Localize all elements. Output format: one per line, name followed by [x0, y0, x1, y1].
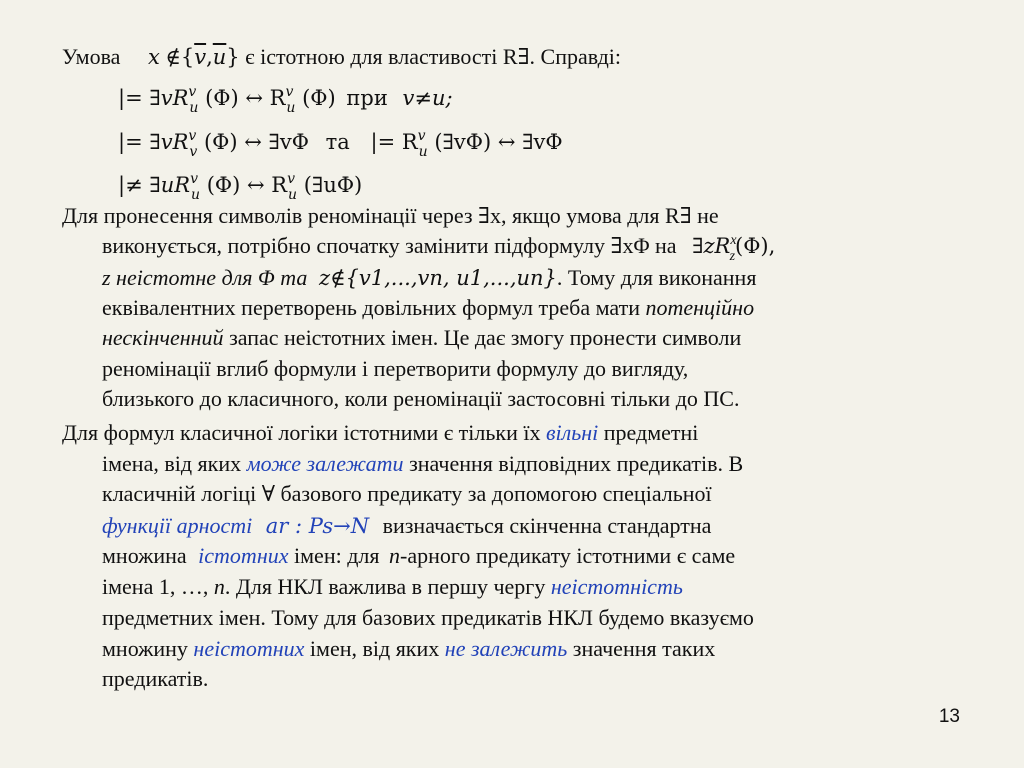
formula-3-sub2: u — [288, 187, 298, 203]
math-set-close: } — [226, 45, 240, 69]
formula-1-cond: v≠u; — [402, 86, 453, 110]
para2-line-6-text: імена 1, …, — [102, 574, 209, 599]
formula-3-mid: (Φ) ↔ R — [206, 173, 288, 197]
math-v-bar: $\overline{v}$ — [194, 45, 207, 69]
math-notin: ∉ — [165, 45, 181, 69]
para2-line-6-blue: неістотність — [550, 574, 683, 599]
formula-2-mid: (Φ) ↔ ∃vΦ — [203, 130, 309, 154]
formula-2-lhs: |= ∃vR — [118, 130, 189, 154]
para2-line-3: класичній логіці ∀ базового предикату за допомогою спеціальної — [102, 481, 712, 506]
condition-line — [62, 42, 621, 72]
para1-line-3 — [102, 263, 756, 293]
para2-line-2-tail: значення відповідних предикатів. В — [409, 451, 744, 476]
para2-line-4-math: ar : Ps→N — [265, 514, 370, 538]
para1-line-5-italic: нескінченний — [102, 325, 224, 350]
para1-line-4-italic: потенційно — [645, 295, 755, 320]
formula-2 — [118, 127, 563, 160]
slide-number: 13 — [938, 706, 960, 727]
formula-3-sup2: v — [287, 171, 296, 187]
para1-line-3-formula: z∉{v1,...,vn, u1,...,un} — [318, 266, 557, 290]
para2-line-1-text: Для формул класичної логіки істотними є тільки їх — [62, 420, 541, 445]
formula-3-sub1: u — [191, 187, 201, 203]
formula-3-rhs: (∃uΦ) — [303, 173, 363, 197]
para2-line-5-text: множина — [102, 543, 187, 568]
formula-2-rhs: (∃vΦ) ↔ ∃vΦ — [434, 130, 563, 154]
math-x: x — [147, 45, 160, 69]
para1-line-2 — [102, 231, 775, 265]
formula-1-cond-word: при — [346, 86, 388, 110]
para2-line-6-n: n — [213, 574, 225, 599]
formula-3 — [118, 170, 362, 203]
para2-line-8-blue2: не залежить — [444, 636, 568, 661]
math-comma: , — [206, 45, 213, 69]
para2-line-8-text: множину — [102, 636, 188, 661]
para2-line-2-blue: може залежати — [246, 451, 404, 476]
formula-2-sup2: v — [417, 128, 426, 144]
para1-line-7: близького до класичного, коли реномінації застосовні тільки до ПС. — [102, 386, 740, 411]
para2-line-5-mid: імен: для — [294, 543, 380, 568]
formula-1-sub2: u — [286, 100, 296, 116]
para2-line-9: предикатів. — [102, 666, 209, 691]
formula-2-sub2: u — [418, 144, 428, 160]
para1-line-6: реномінації вглиб формули і перетворити формулу до вигляду, — [102, 356, 689, 381]
formula-1-rhs: (Φ) — [302, 86, 336, 110]
para2-line-4-tail: визначається скінченна стандартна — [382, 513, 712, 538]
condition-suffix: є істотною для властивості R∃. Справді: — [245, 44, 621, 69]
para1-line-2-formula: ∃zR — [692, 234, 731, 258]
math-set-open: { — [180, 45, 195, 69]
formula-1-sup2: v — [285, 84, 294, 100]
formula-1 — [118, 83, 453, 116]
para2-line-1-blue: вільні — [545, 420, 599, 445]
para2-line-5-n: n — [389, 543, 400, 568]
para2-line-1 — [62, 418, 698, 448]
para2-line-7: предметних імен. Тому для базових предикатів НКЛ будемо вказуємо — [102, 605, 754, 630]
formula-1-sub1: u — [189, 100, 199, 116]
para1-line-2-sub: z — [729, 249, 736, 264]
para2-line-8 — [102, 634, 715, 664]
formula-3-sup1: v — [190, 171, 198, 187]
para1-line-3-tail: . Тому для виконання — [556, 265, 757, 290]
para2-line-2 — [102, 449, 743, 479]
para1-line-5 — [102, 323, 741, 353]
para1-line-2-tail: (Φ), — [735, 234, 776, 258]
para2-line-5 — [102, 541, 735, 571]
formula-2-lhs2: |= R — [370, 130, 418, 154]
para2-line-8-tail: значення таких — [572, 636, 716, 661]
para2-line-1-tail: предметні — [603, 420, 699, 445]
condition-prefix: Умова — [62, 44, 121, 69]
math-u-bar: $\overline{u}$ — [212, 45, 227, 69]
formula-1-mid: (Φ) ↔ R — [205, 86, 286, 110]
para2-line-5-blue: істотних — [198, 543, 289, 568]
para1-line-5-text: запас неістотних імен. Це дає змогу пронести символи — [229, 325, 742, 350]
formula-2-sup1: v — [188, 128, 197, 144]
para2-line-5-tail: -арного предикату істотними є саме — [400, 543, 736, 568]
formula-2-conj: та — [325, 130, 350, 154]
formula-3-lhs: |≠ ∃uR — [118, 173, 191, 197]
para1-line-4 — [102, 293, 754, 323]
formula-1-lhs: |= ∃vR — [118, 86, 189, 110]
para2-line-8-blue: неістотних — [193, 636, 305, 661]
para1-line-3-text: z неістотне для Φ та — [102, 265, 308, 290]
para1-line-2-text: виконується, потрібно спочатку замінити підформулу ∃xΦ на — [102, 233, 677, 258]
para1-line-2-sup: x — [730, 233, 737, 248]
para1-line-4-text: еквівалентних перетворень довільних формул треба мати — [102, 295, 640, 320]
para2-line-6 — [102, 572, 683, 602]
para2-line-2-text: імена, від яких — [102, 451, 242, 476]
para2-line-8-mid: імен, від яких — [309, 636, 440, 661]
formula-2-sub1: v — [189, 144, 198, 160]
para2-line-4 — [102, 511, 711, 541]
formula-1-sup1: v — [188, 84, 197, 100]
para2-line-4-blue: функції арності — [102, 513, 253, 538]
para2-line-6-mid: . Для НКЛ важлива в першу чергу — [224, 574, 546, 599]
para1-line-1: Для пронесення символів реномінації через ∃x, якщо умова для R∃ не — [62, 203, 719, 228]
